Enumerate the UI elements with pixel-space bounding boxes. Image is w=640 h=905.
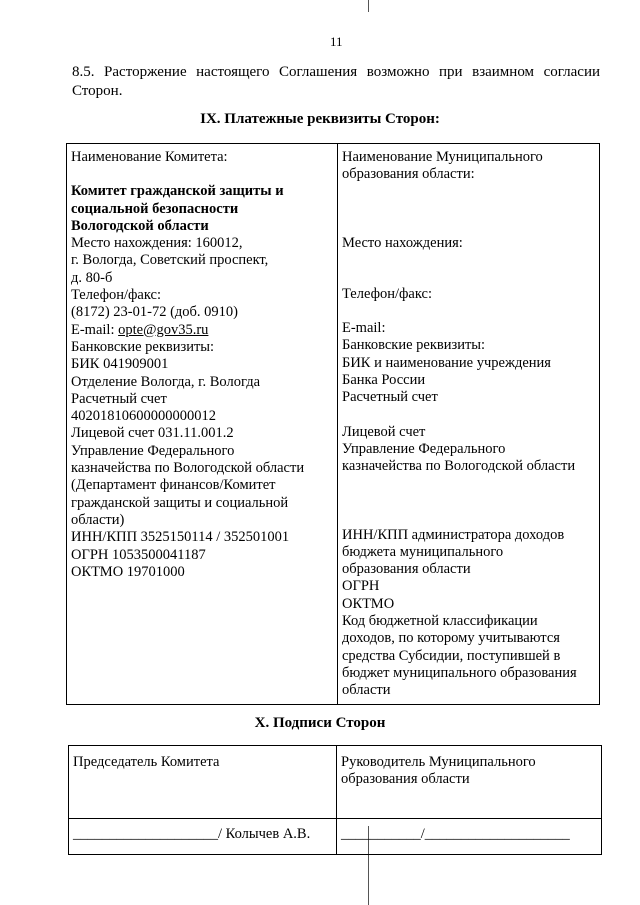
municipality-oktmo: ОКТМО: [342, 595, 395, 612]
committee-signer-cell: [69, 746, 337, 819]
municipality-phone-label: Телефон/факс:: [342, 285, 433, 302]
municipality-treasury-line: Управление Федерального: [342, 440, 506, 457]
municipality-bik-line: БИК и наименование учреждения: [342, 354, 551, 371]
municipality-kbk-line: Код бюджетной классификации: [342, 613, 538, 630]
committee-email: [71, 322, 333, 339]
committee-name-line: Вологодской области: [71, 217, 209, 234]
committee-treasury-line: казначейства по Вологодской области: [71, 460, 305, 477]
committee-treasury-line: (Департамент финансов/Комитет: [71, 477, 276, 494]
requisites-table: [66, 143, 600, 705]
municipality-personal-account: Лицевой счет: [342, 423, 426, 440]
municipality-inn-line: образования области: [342, 561, 471, 578]
committee-bank-label: Банковские реквизиты:: [71, 338, 215, 355]
committee-address-line: г. Вологда, Советский проспект,: [71, 252, 269, 269]
committee-treasury-line: гражданской защиты и социальной: [71, 494, 289, 511]
signatures-table: [68, 745, 602, 855]
committee-signer-title: Председатель Комитета: [73, 754, 220, 770]
municipality-heading-line: образования области:: [342, 166, 475, 183]
municipality-signature-line: ___________/____________________: [341, 826, 570, 842]
committee-personal-account: Лицевой счет 031.11.001.2: [71, 425, 234, 442]
email-link[interactable]: opte@gov35.ru: [118, 321, 209, 338]
committee-branch: Отделение Вологда, г. Вологда: [71, 373, 261, 390]
committee-treasury-line: Управление Федерального: [71, 442, 235, 459]
municipality-heading-line: Наименование Муниципального: [342, 149, 543, 165]
municipality-ogrn: ОГРН: [342, 578, 380, 595]
committee-oktmo: ОКТМО 19701000: [71, 563, 185, 580]
municipality-inn-line: ИНН/КПП администратора доходов: [342, 526, 565, 543]
municipality-signer-title-line: Руководитель Муниципального: [341, 754, 536, 770]
municipality-signer-cell: [337, 746, 602, 819]
municipality-email-label: E-mail:: [342, 320, 386, 337]
committee-name-line: Комитет гражданской защиты и: [71, 183, 284, 200]
committee-ogrn: ОГРН 1053500041187: [71, 546, 206, 563]
municipality-account-label: Расчетный счет: [342, 389, 438, 406]
clause-8-5: 8.5. Расторжение настоящего Соглашения возможно при взаимном согласии Сторон.: [72, 64, 600, 99]
committee-address-line: д. 80-б: [71, 269, 113, 286]
section-9-title: IX. Платежные реквизиты Сторон:: [200, 111, 440, 127]
municipality-signature-cell: [337, 819, 602, 855]
municipality-inn-line: бюджета муниципального: [342, 543, 504, 560]
committee-inn: ИНН/КПП 3525150114 / 352501001: [71, 529, 290, 546]
committee-signature-cell: [69, 819, 337, 855]
committee-name-line: социальной безопасности: [71, 200, 239, 217]
committee-phone: (8172) 23-01-72 (доб. 0910): [71, 304, 238, 321]
committee-address-line: Место нахождения: 160012,: [71, 235, 243, 252]
committee-phone-label: Телефон/факс:: [71, 287, 162, 304]
committee-bik: БИК 041909001: [71, 356, 169, 373]
committee-account-label: Расчетный счет: [71, 390, 167, 407]
committee-account: 40201810600000000012: [71, 408, 216, 425]
municipality-bik-line: Банка России: [342, 372, 426, 389]
scan-mark-top: [368, 0, 369, 12]
municipality-kbk-line: бюджет муниципального образования: [342, 664, 577, 681]
municipality-address-label: Место нахождения:: [342, 234, 463, 251]
municipality-signer-title-line: образования области: [341, 771, 470, 788]
municipality-kbk-line: средства Субсидии, поступившей в: [342, 647, 561, 664]
municipality-bank-label: Банковские реквизиты:: [342, 337, 486, 354]
page-number: 11: [330, 34, 343, 49]
committee-signature-line: ____________________/ Колычев А.В.: [73, 826, 311, 842]
municipality-requisites: [338, 144, 600, 705]
section-10-title: X. Подписи Сторон: [254, 715, 386, 731]
municipality-treasury-line: казначейства по Вологодской области: [342, 458, 576, 475]
committee-requisites: [67, 144, 338, 705]
municipality-kbk-line: области: [342, 682, 391, 699]
email-label: E-mail:: [71, 321, 119, 338]
committee-heading: Наименование Комитета:: [71, 149, 228, 165]
municipality-kbk-line: доходов, по которому учитываются: [342, 630, 560, 647]
committee-treasury-line: области): [71, 511, 125, 528]
